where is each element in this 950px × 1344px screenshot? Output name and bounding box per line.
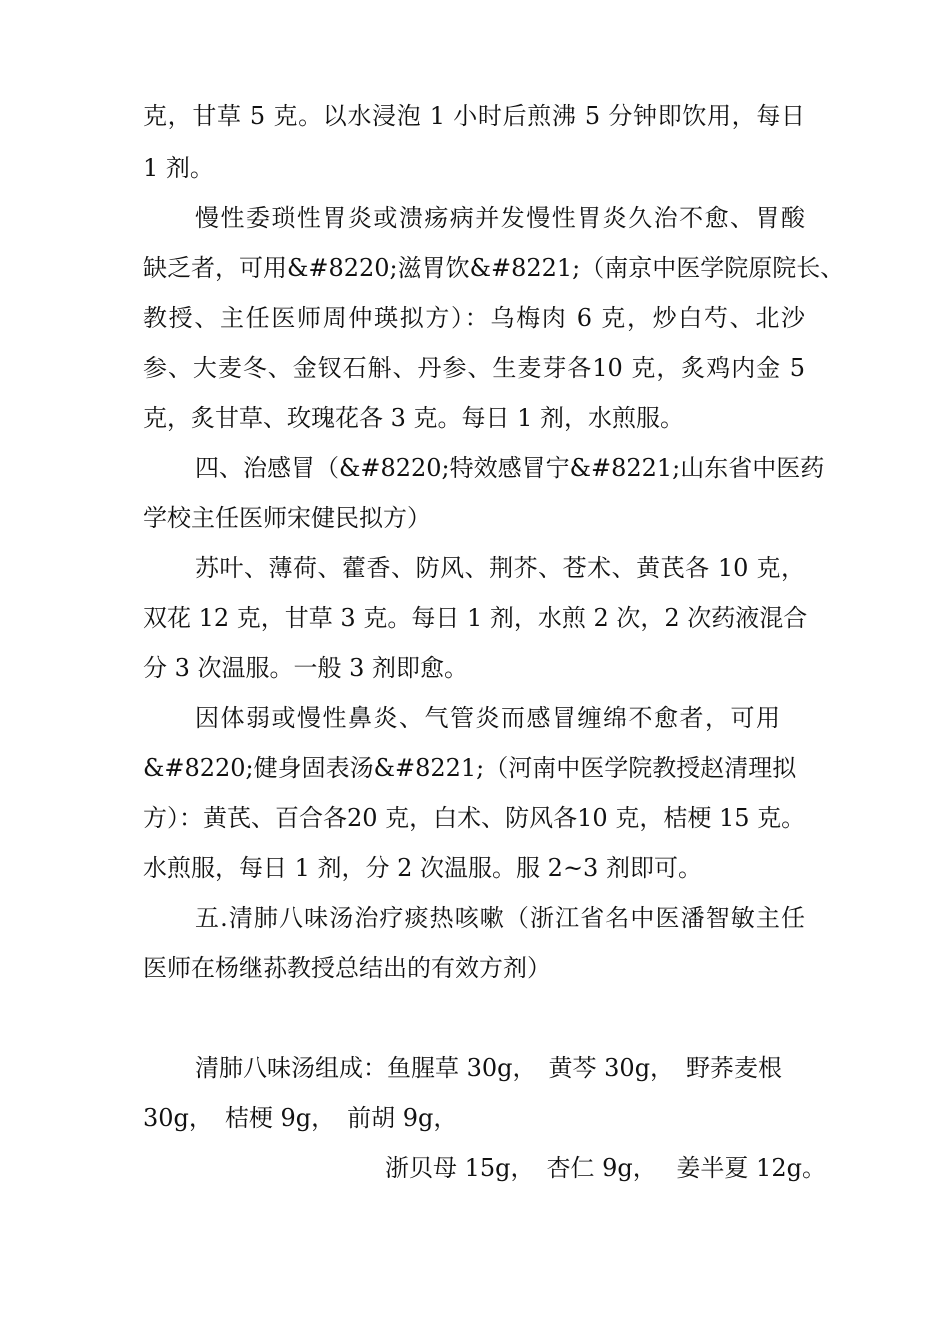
text-line-17: 五.清肺八味汤治疗痰热咳嗽（浙江省名中医潘智敏主任: [195, 904, 805, 932]
text-line-11: 双花 12 克，甘草 3 克。每日 1 剂，水煎 2 次，2 次药液混合: [143, 604, 808, 632]
text-line-14: &#8220;健身固表汤&#8221;（河南中医学院教授赵清理拟: [143, 754, 797, 782]
text-line-5: 教授、主任医师周仲瑛拟方）：乌梅肉 6 克，炒白芍、北沙: [143, 304, 805, 332]
text-line-20: 30g， 桔梗 9g， 前胡 9g，: [143, 1104, 458, 1132]
text-line-4: 缺乏者，可用&#8220;滋胃饮&#8221;（南京中医学院原院长、: [143, 254, 845, 282]
text-line-6: 参、大麦冬、金钗石斛、丹参、生麦芽各10 克，炙鸡内金 5: [143, 354, 805, 382]
text-line-21: 浙贝母 15g， 杏仁 9g， 姜半夏 12g。: [385, 1154, 826, 1182]
text-line-10: 苏叶、薄荷、藿香、防风、荆芥、苍术、黄芪各 10 克，: [195, 554, 805, 582]
text-line-1: 克，甘草 5 克。以水浸泡 1 小时后煎沸 5 分钟即饮用，每日: [143, 102, 805, 130]
text-line-2: 1 剂。: [143, 154, 214, 182]
text-line-16: 水煎服，每日 1 剂，分 2 次温服。服 2~3 剂即可。: [143, 854, 702, 882]
text-line-3: 慢性委琐性胃炎或溃疡病并发慢性胃炎久治不愈、胃酸: [195, 204, 805, 232]
text-line-15: 方）：黄芪、百合各20 克，白术、防风各10 克，桔梗 15 克。: [143, 804, 806, 832]
text-line-9: 学校主任医师宋健民拟方）: [143, 504, 431, 532]
text-line-7: 克，炙甘草、玫瑰花各 3 克。每日 1 剂，水煎服。: [143, 404, 685, 432]
text-line-19: 清肺八味汤组成：鱼腥草 30g， 黄芩 30g， 野荞麦根: [195, 1054, 783, 1082]
text-line-13: 因体弱或慢性鼻炎、气管炎而感冒缠绵不愈者，可用: [195, 704, 780, 732]
text-line-12: 分 3 次温服。一般 3 剂即愈。: [143, 654, 469, 682]
text-line-8: 四、治感冒（&#8220;特效感冒宁&#8221;山东省中医药: [195, 454, 825, 482]
text-line-18: 医师在杨继荪教授总结出的有效方剂）: [143, 954, 551, 982]
